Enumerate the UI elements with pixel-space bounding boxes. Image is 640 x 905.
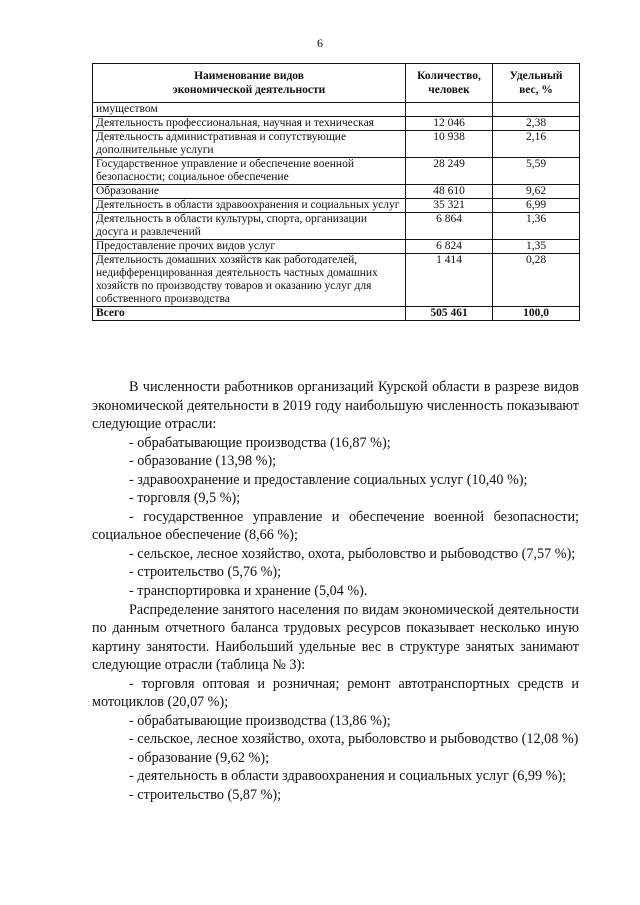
- row-count: [406, 103, 493, 117]
- employment-table: [92, 63, 580, 321]
- row-activity-name: Деятельность профессиональная, научная и техническая: [93, 117, 406, 131]
- header-count: [406, 64, 493, 103]
- header-share-line1: Удельный: [509, 70, 563, 82]
- list-item: - сельское, лесное хозяйство, охота, рыболовство и рыбоводство (12,08 %): [129, 731, 579, 748]
- list-item: - обрабатывающие производства (16,87 %);: [129, 434, 391, 451]
- table-row: [93, 158, 580, 185]
- header-activity-line1: Наименование видов: [194, 70, 304, 82]
- list-item: - торговля (9,5 %);: [129, 490, 241, 507]
- row-share: 5,59: [493, 158, 580, 185]
- list-item: - торговля оптовая и розничная; ремонт автотранспортных средств и мотоциклов (20,07 %);: [92, 675, 579, 711]
- table-header-row: [93, 64, 580, 103]
- row-share: 0,28: [493, 254, 580, 307]
- row-share: 1,36: [493, 213, 580, 240]
- table-row: [93, 117, 580, 131]
- row-count: 28 249: [406, 158, 493, 185]
- row-activity-name: Деятельность административная и сопутствующие дополнительные услуги: [93, 131, 406, 158]
- row-count: 10 938: [406, 131, 493, 158]
- list-item: - строительство (5,87 %);: [129, 787, 282, 804]
- list-item: - образование (13,98 %);: [129, 453, 277, 470]
- header-share: [493, 64, 580, 103]
- table-row: [93, 103, 580, 117]
- row-share: 2,16: [493, 131, 580, 158]
- table-row: [93, 131, 580, 158]
- row-activity-name: Деятельность в области здравоохранения и социальных услуг: [93, 199, 406, 213]
- row-activity-name: Деятельность домашних хозяйств как работодателей, недифференцированная деятельность частных домашних хозяйств по производству товаров и оказанию услуг для собственного производства: [93, 254, 406, 307]
- header-activity: [93, 64, 406, 103]
- table-row: [93, 240, 580, 254]
- list-item: - обрабатывающие производства (13,86 %);: [129, 712, 391, 729]
- row-count: 1 414: [406, 254, 493, 307]
- table-row: [93, 254, 580, 307]
- list-item: - здравоохранение и предоставление социальных услуг (10,40 %);: [129, 471, 528, 488]
- header-share-line2: вес, %: [519, 84, 553, 96]
- row-share: [493, 103, 580, 117]
- total-count: 505 461: [406, 307, 493, 321]
- row-activity-name: Деятельность в области культуры, спорта, организации досуга и развлечений: [93, 213, 406, 240]
- list-item: - транспортировка и хранение (5,04 %).: [129, 583, 368, 600]
- row-share: 6,99: [493, 199, 580, 213]
- table-row: [93, 185, 580, 199]
- paragraph-workers-structure: В численности работников организаций Курской области в разрезе видов экономической деятельности в 2019 году наибольшую численность показывают следующие отрасли:: [92, 379, 579, 433]
- page-number: 6: [317, 36, 323, 50]
- row-count: 6 824: [406, 240, 493, 254]
- table-total-row: [93, 307, 580, 321]
- list-item: - образование (9,62 %);: [129, 749, 270, 766]
- table-row: [93, 199, 580, 213]
- row-count: 35 321: [406, 199, 493, 213]
- list-item: - сельское, лесное хозяйство, охота, рыболовство и рыбоводство (7,57 %);: [129, 545, 576, 562]
- header-count-line1: Количество,: [417, 70, 481, 82]
- total-share: 100,0: [493, 307, 580, 321]
- row-activity-name: Предоставление прочих видов услуг: [93, 240, 406, 254]
- list-item: - строительство (5,76 %);: [129, 564, 282, 581]
- row-share: 9,62: [493, 185, 580, 199]
- row-count: 12 046: [406, 117, 493, 131]
- body-text: [92, 378, 579, 805]
- header-count-line2: человек: [428, 84, 470, 96]
- row-count: 6 864: [406, 213, 493, 240]
- paragraph-employment-distribution: Распределение занятого населения по видам экономической деятельности по данным отчетного баланса трудовых ресурсов показывает несколько иную картину занятости. Наибольший удельные вес в структуре занятых занимают следующие отрасли (таблица № 3):: [92, 601, 579, 674]
- row-activity-name: имуществом: [93, 103, 406, 117]
- header-activity-line2: экономической деятельности: [172, 84, 326, 96]
- list-item: - деятельность в области здравоохранения и социальных услуг (6,99 %);: [129, 768, 567, 785]
- row-share: 2,38: [493, 117, 580, 131]
- row-share: 1,35: [493, 240, 580, 254]
- row-count: 48 610: [406, 185, 493, 199]
- total-label: Всего: [93, 307, 406, 321]
- list-item: - государственное управление и обеспечение военной безопасности; социальное обеспечение (8,66 %);: [92, 508, 579, 544]
- row-activity-name: Образование: [93, 185, 406, 199]
- row-activity-name: Государственное управление и обеспечение военной безопасности; социальное обеспечение: [93, 158, 406, 185]
- table-row: [93, 213, 580, 240]
